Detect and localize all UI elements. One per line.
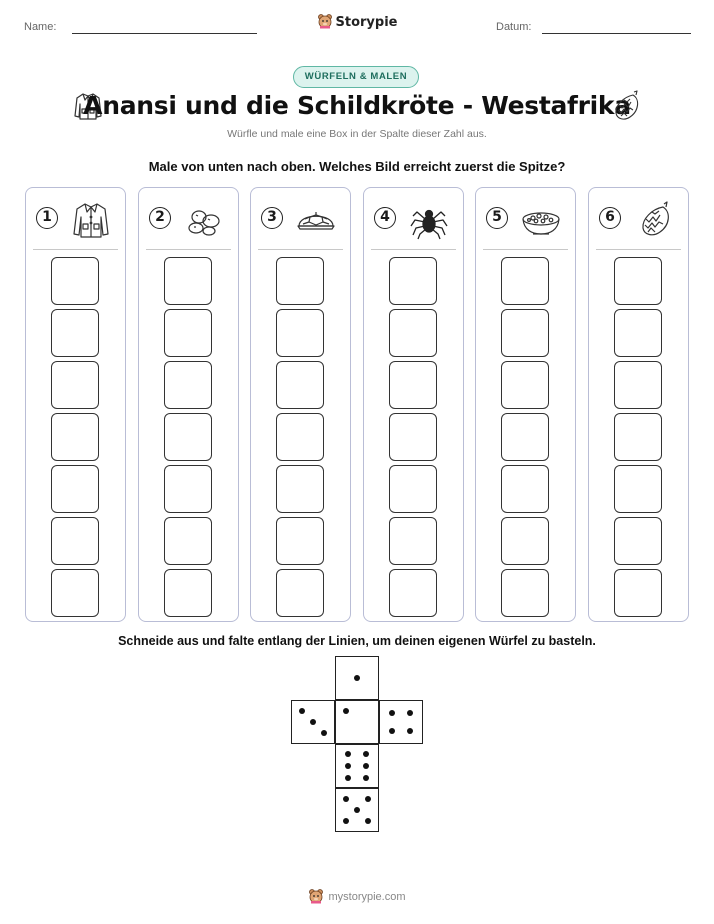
color-box[interactable] (389, 309, 437, 357)
spider-icon (408, 200, 450, 240)
color-box[interactable] (501, 309, 549, 357)
dice-face-6 (335, 744, 379, 788)
color-box[interactable] (51, 413, 99, 461)
column-number: 1 (36, 207, 58, 229)
color-box[interactable] (389, 257, 437, 305)
dice-pip (345, 751, 351, 757)
logo-text: Storypie (335, 15, 398, 30)
footer (0, 888, 714, 907)
footer-url: mystorypie.com (328, 891, 406, 903)
column-number: 5 (486, 207, 508, 229)
subtitle: Würfle und male eine Box in der Spalte dieser Zahl aus. (227, 128, 487, 140)
jacket-icon (70, 200, 112, 240)
color-box[interactable] (501, 465, 549, 513)
dice-face-5 (335, 788, 379, 832)
game-instruction: Male von unten nach oben. Welches Bild erreicht zuerst die Spitze? (148, 159, 566, 174)
dice-face-center (335, 700, 379, 744)
column-number: 3 (261, 207, 283, 229)
color-box[interactable] (51, 257, 99, 305)
color-box[interactable] (164, 309, 212, 357)
bear-logo-icon (308, 888, 324, 907)
dice-pip (343, 818, 349, 824)
color-box[interactable] (389, 465, 437, 513)
column-number: 2 (149, 207, 171, 229)
dice-pip (407, 728, 413, 734)
dice-pip (363, 775, 369, 781)
color-box[interactable] (389, 361, 437, 409)
color-box[interactable] (501, 569, 549, 617)
dice-net (290, 656, 426, 836)
cut-instruction: Schneide aus und falte entlang der Linien, um deinen eigenen Würfel zu basteln. (118, 634, 596, 648)
column-number: 6 (599, 207, 621, 229)
dice-pip (389, 728, 395, 734)
dice-pip (343, 796, 349, 802)
storypie-logo (0, 13, 714, 33)
column-5 (475, 187, 576, 622)
dice-pip (345, 775, 351, 781)
column-6 (588, 187, 689, 622)
dice-pip (365, 796, 371, 802)
dice-pip (343, 708, 349, 714)
color-box[interactable] (164, 569, 212, 617)
dice-pip (363, 751, 369, 757)
column-separator (258, 249, 343, 250)
turtle-shell-icon (295, 200, 337, 240)
color-box[interactable] (389, 517, 437, 565)
color-box[interactable] (51, 569, 99, 617)
color-box[interactable] (276, 361, 324, 409)
column-separator (33, 249, 118, 250)
dice-pip (389, 710, 395, 716)
bear-logo-icon (317, 13, 333, 33)
color-box[interactable] (501, 413, 549, 461)
color-box[interactable] (51, 465, 99, 513)
column-separator (371, 249, 456, 250)
column-4 (363, 187, 464, 622)
dice-pip (363, 763, 369, 769)
color-box[interactable] (614, 569, 662, 617)
color-box[interactable] (389, 569, 437, 617)
color-box[interactable] (164, 413, 212, 461)
dice-pip (310, 719, 316, 725)
color-box[interactable] (389, 413, 437, 461)
page-title: Anansi und die Schildkröte - Westafrika (83, 91, 631, 120)
column-number: 4 (374, 207, 396, 229)
name-label: Name: (24, 21, 57, 33)
column-separator (596, 249, 681, 250)
color-box[interactable] (614, 517, 662, 565)
dice-pip (345, 763, 351, 769)
stones-icon (183, 200, 225, 240)
color-box[interactable] (614, 257, 662, 305)
color-box[interactable] (276, 517, 324, 565)
dice-pip (354, 675, 360, 681)
column-3 (250, 187, 351, 622)
pinecone-icon (633, 200, 675, 240)
color-box[interactable] (614, 361, 662, 409)
dice-pip (299, 708, 305, 714)
color-box[interactable] (501, 257, 549, 305)
color-box[interactable] (164, 361, 212, 409)
column-2 (138, 187, 239, 622)
color-box[interactable] (164, 257, 212, 305)
color-box[interactable] (164, 517, 212, 565)
color-box[interactable] (614, 309, 662, 357)
color-box[interactable] (164, 465, 212, 513)
name-line (72, 33, 257, 34)
color-box[interactable] (501, 361, 549, 409)
dice-pip (354, 807, 360, 813)
date-label: Datum: (496, 21, 532, 33)
color-box[interactable] (51, 517, 99, 565)
dice-pip (407, 710, 413, 716)
color-box[interactable] (276, 569, 324, 617)
color-box[interactable] (614, 465, 662, 513)
dice-face-3 (291, 700, 335, 744)
column-separator (146, 249, 231, 250)
dice-face-4 (379, 700, 423, 744)
color-box[interactable] (276, 465, 324, 513)
color-box[interactable] (51, 309, 99, 357)
color-box[interactable] (276, 413, 324, 461)
column-1 (25, 187, 126, 622)
dice-pip (365, 818, 371, 824)
category-badge: WÜRFELN & MALEN (293, 66, 419, 88)
dice-pip (321, 730, 327, 736)
color-box[interactable] (501, 517, 549, 565)
stew-bowl-icon (520, 200, 562, 240)
title-pinecone-icon (610, 89, 642, 123)
color-box[interactable] (276, 257, 324, 305)
color-box[interactable] (51, 361, 99, 409)
column-separator (483, 249, 568, 250)
dice-face-1 (335, 656, 379, 700)
color-box[interactable] (276, 309, 324, 357)
color-box[interactable] (614, 413, 662, 461)
date-line (542, 33, 691, 34)
